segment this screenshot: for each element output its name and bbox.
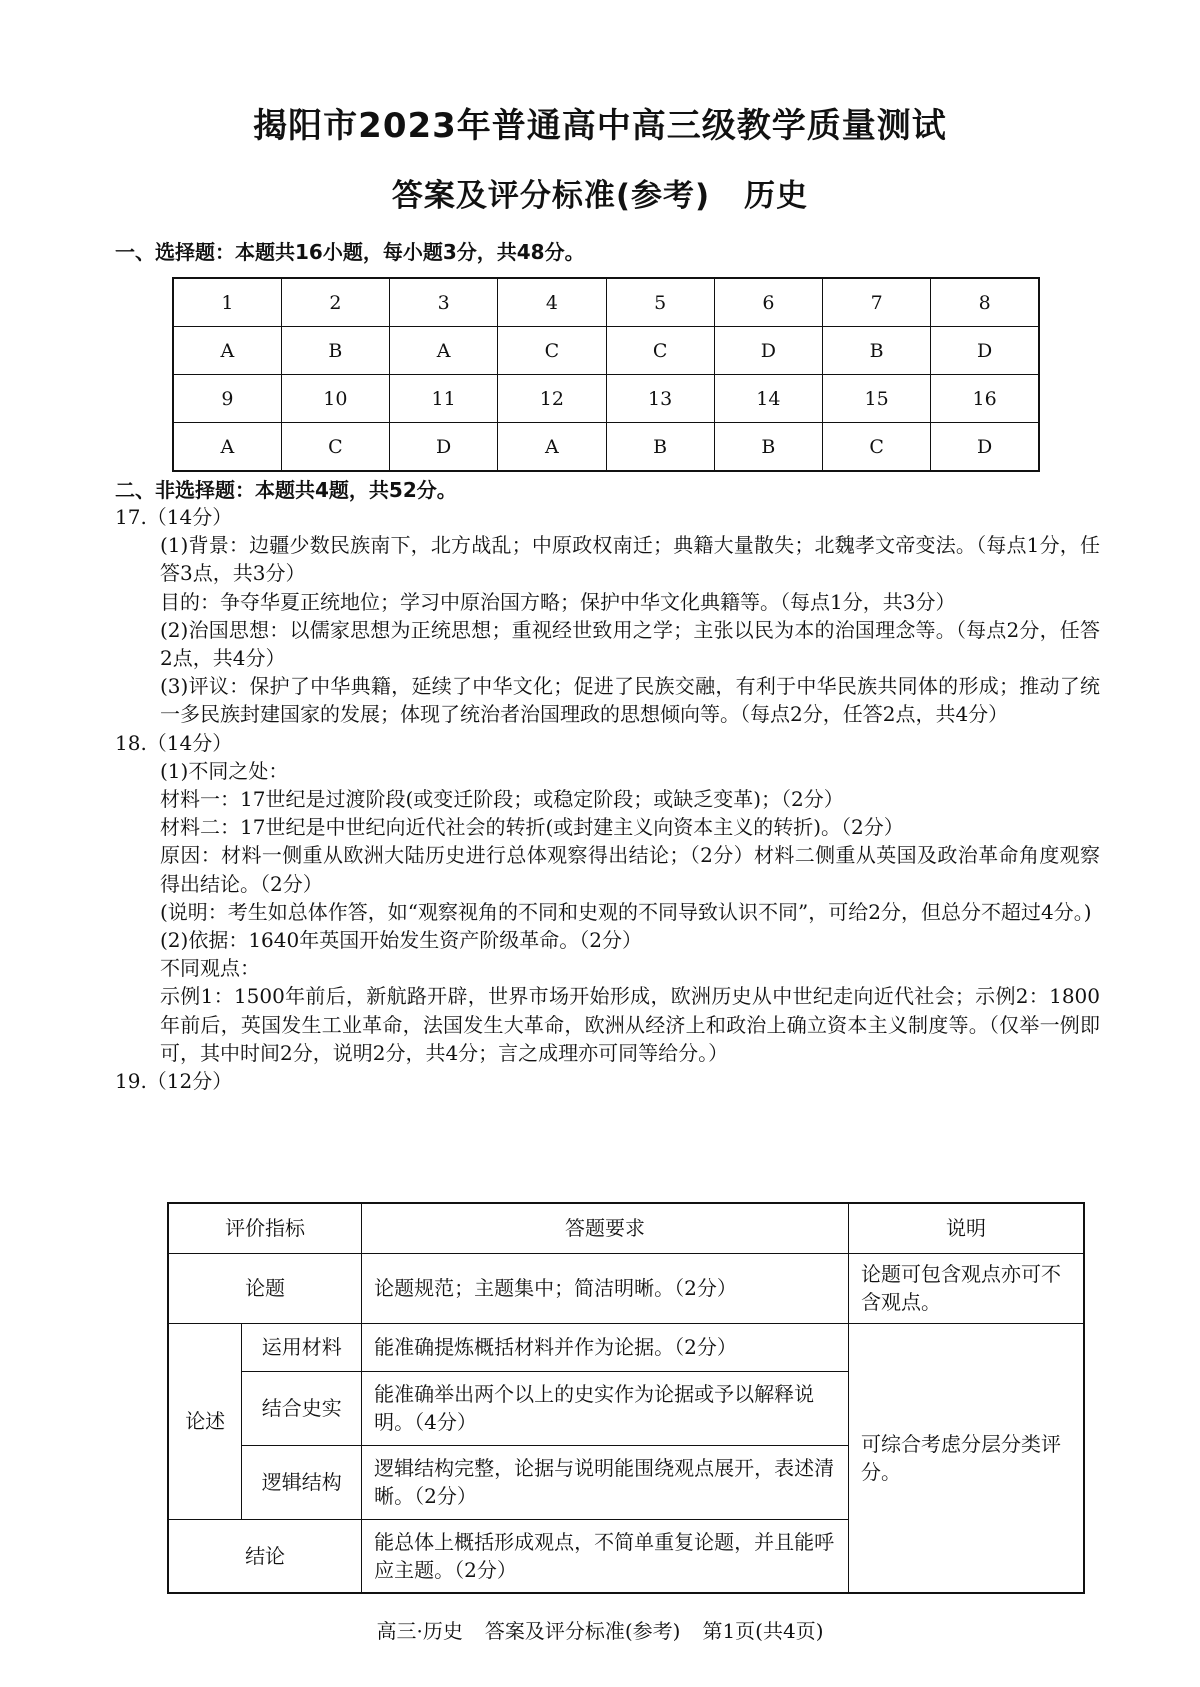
table-cell: 1 <box>173 278 281 327</box>
table-cell: C <box>823 423 931 472</box>
section-1-heading: 一、选择题：本题共16小题，每小题3分，共48分。 <box>115 240 585 264</box>
table-cell: 6 <box>714 278 822 327</box>
table-cell: 12 <box>498 375 606 423</box>
table-cell: A <box>173 327 281 375</box>
table-cell: D <box>931 423 1039 472</box>
rubric-requirement: 能准确提炼概括材料并作为论据。（2分） <box>362 1323 849 1371</box>
table-cell: 9 <box>173 375 281 423</box>
rubric-note: 论题可包含观点亦可不含观点。 <box>848 1253 1084 1323</box>
table-cell: A <box>498 423 606 472</box>
table-cell: 13 <box>606 375 714 423</box>
rubric-header-note: 说明 <box>848 1203 1084 1253</box>
subtitle-main: 答案及评分标准(参考) <box>391 178 711 214</box>
q17-line-4: (3)评议：保护了中华典籍，延续了中华文化；促进了民族交融，有利于中华民族共同体的形成；推动了统一多民族封建国家的发展；体现了统治者治国理政的思想倾向等。（每点2分，任答2点，共4分） <box>160 674 1100 727</box>
page-footer <box>0 1615 1200 1644</box>
rubric-label-argument: 论述 <box>168 1323 242 1519</box>
q17-line-2: 目的：争夺华夏正统地位；学习中原治国方略；保护中华文化典籍等。（每点1分，共3分） <box>160 589 956 614</box>
q18-line-8: 示例1：1500年前后，新航路开辟，世界市场开始形成，欧洲历史从中世纪走向近代社会；示例2：1800年前后，英国发生工业革命，法国发生大革命，欧洲从经济上和政治上确立资本主义制度等。（仅举一例即可，其中时间2分，说明2分，共4分；言之成理亦可同等给分。） <box>160 984 1100 1065</box>
rubric-label: 论题 <box>168 1253 362 1323</box>
table-cell: C <box>498 327 606 375</box>
q18-line-2: 材料一：17世纪是过渡阶段(或变迁阶段；或稳定阶段；或缺乏变革)；（2分） <box>160 787 844 812</box>
q19-heading: 19.（12分） <box>115 1069 233 1094</box>
table-cell: 15 <box>823 375 931 423</box>
q18-line-1: (1)不同之处： <box>160 758 289 783</box>
table-cell: D <box>390 423 498 472</box>
rubric-requirement: 能准确举出两个以上的史实作为论据或予以解释说明。（4分） <box>362 1371 849 1445</box>
footer-doc-name: 答案及评分标准(参考) <box>484 1619 681 1643</box>
table-cell: B <box>823 327 931 375</box>
rubric-header-requirement: 答题要求 <box>362 1203 849 1253</box>
page-subtitle <box>0 170 1200 215</box>
table-cell: B <box>606 423 714 472</box>
question-number-row <box>173 375 1039 423</box>
table-cell: 8 <box>931 278 1039 327</box>
rubric-header-row <box>168 1203 1084 1253</box>
q18-line-7: 不同观点： <box>160 956 260 981</box>
table-cell: 4 <box>498 278 606 327</box>
table-cell: B <box>714 423 822 472</box>
rubric-requirement: 论题规范；主题集中；简洁明晰。（2分） <box>362 1253 849 1323</box>
rubric-label: 逻辑结构 <box>242 1445 362 1519</box>
table-cell: A <box>173 423 281 472</box>
rubric-label: 结合史实 <box>242 1371 362 1445</box>
rubric-merged-note: 可综合考虑分层分类评分。 <box>848 1323 1084 1593</box>
table-cell: C <box>606 327 714 375</box>
rubric-row-material <box>168 1323 1084 1371</box>
footer-course: 高三·历史 <box>376 1619 463 1643</box>
answer-row <box>173 423 1039 472</box>
table-cell: D <box>931 327 1039 375</box>
page-title: 揭阳市2023年普通高中高三级教学质量测试 <box>253 106 947 146</box>
rubric-label: 结论 <box>168 1519 362 1593</box>
q17-heading: 17.（14分） <box>115 505 233 529</box>
q17-line-3: (2)治国思想：以儒家思想为正统思想；重视经世致用之学；主张以民为本的治国理念等。（每点2分，任答2点，共4分） <box>160 617 1100 671</box>
rubric-requirement: 能总体上概括形成观点，不简单重复论题，并且能呼应主题。（2分） <box>362 1519 849 1593</box>
footer-page-number: 第1页(共4页) <box>702 1619 824 1643</box>
table-cell: 2 <box>281 278 389 327</box>
q18-line-5: (说明：考生如总体作答，如“观察视角的不同和史观的不同导致认识不同”，可给2分，但总分不超过4分。) <box>160 899 1092 924</box>
subtitle-subject: 历史 <box>744 178 809 214</box>
table-cell: 10 <box>281 375 389 423</box>
table-cell: 16 <box>931 375 1039 423</box>
table-cell: D <box>714 327 822 375</box>
q17-line-1: (1)背景：边疆少数民族南下，北方战乱；中原政权南迁；典籍大量散失；北魏孝文帝变法。（每点1分，任答3点，共3分） <box>160 533 1100 586</box>
answer-row <box>173 327 1039 375</box>
rubric-header-indicator: 评价指标 <box>168 1203 362 1253</box>
rubric-row-topic <box>168 1253 1084 1323</box>
q18-line-4: 原因：材料一侧重从欧洲大陆历史进行总体观察得出结论；（2分）材料二侧重从英国及政治革命角度观察得出结论。（2分） <box>160 843 1100 896</box>
section-2-heading: 二、非选择题：本题共4题，共52分。 <box>115 478 457 502</box>
table-cell: A <box>390 327 498 375</box>
table-cell: 11 <box>390 375 498 423</box>
q18-heading: 18.（14分） <box>115 730 233 755</box>
table-cell: 3 <box>390 278 498 327</box>
table-cell: C <box>281 423 389 472</box>
q18-line-6: (2)依据：1640年英国开始发生资产阶级革命。（2分） <box>160 928 642 953</box>
rubric-requirement: 逻辑结构完整，论据与说明能围绕观点展开，表述清晰。（2分） <box>362 1445 849 1519</box>
free-response-answers <box>115 503 1100 1095</box>
q19-rubric-table <box>167 1202 1085 1594</box>
table-cell: B <box>281 327 389 375</box>
table-cell: 14 <box>714 375 822 423</box>
table-cell: 5 <box>606 278 714 327</box>
multiple-choice-answer-table <box>172 277 1040 472</box>
q18-line-3: 材料二：17世纪是中世纪向近代社会的转折(或封建主义向资本主义的转折)。（2分） <box>160 815 904 840</box>
table-cell: 7 <box>823 278 931 327</box>
question-number-row <box>173 278 1039 327</box>
rubric-label: 运用材料 <box>242 1323 362 1371</box>
